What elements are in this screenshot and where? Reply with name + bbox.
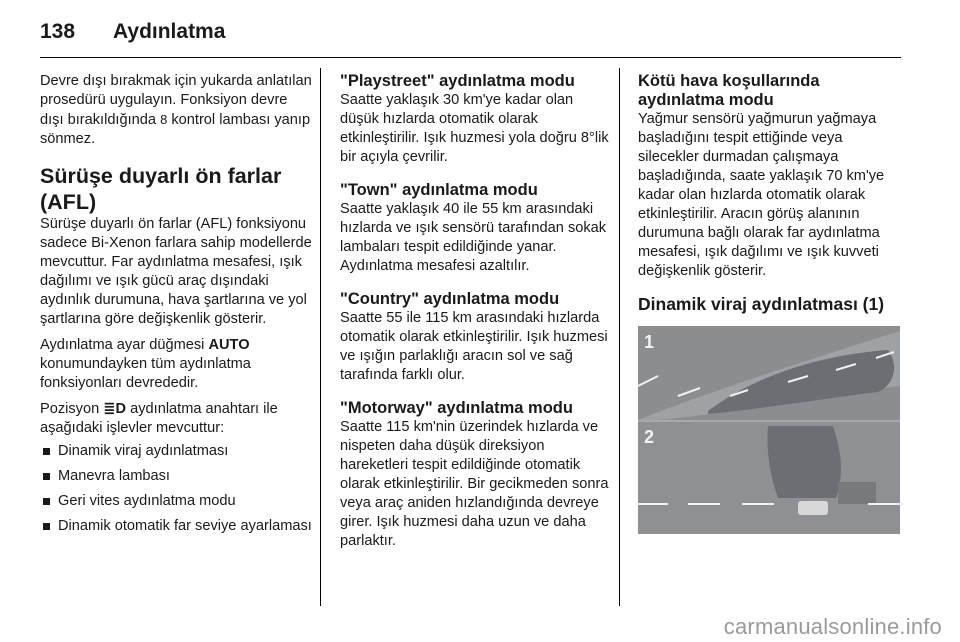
list-item-text: Dinamik otomatik far seviye ayarlaması <box>58 518 312 534</box>
warning-lamp-icon: 8 <box>160 112 168 127</box>
pos-pre-text: Pozisyon <box>40 401 104 417</box>
pos-post-text: aydınlatma anahtarı ile aşağıdaki işlevler mevcuttur: <box>40 401 278 436</box>
page-title: Aydınlatma <box>113 20 226 43</box>
column-right <box>638 72 906 314</box>
list-item <box>40 517 312 536</box>
country-heading: "Country" aydınlatma modu <box>340 290 560 308</box>
auto-label: AUTO <box>208 337 250 353</box>
playstreet-heading: "Playstreet" aydınlatma modu <box>340 72 575 90</box>
position-paragraph <box>40 400 312 438</box>
motorway-text: Saatte 115 km'nin üzerindek hızlarda ve nispeten daha düşük direksiyon hareketleri tespit edildiğinde otomatik olarak etkinleştirilir. Bir gecikmeden sonra veya araç aniden hızlandığında devreye girer. Işık huzmesi daha uzun ve daha parlaktır. <box>340 419 609 549</box>
town-heading: "Town" aydınlatma modu <box>340 181 538 199</box>
intro-paragraph <box>40 72 312 149</box>
country-text: Saatte 55 ile 115 km arasındaki hızlarda otomatik olarak etkinleştirilir. Işık huzmesi ve ışığın parlaklığı aracın sol ve sağ tarafında farklı olur. <box>340 310 608 383</box>
column-divider-2 <box>619 68 620 606</box>
afl-paragraph: Sürüşe duyarlı ön farlar (AFL) fonksiyonu sadece Bi-Xenon farlara sahip modellerde mevcuttur. Far aydınlatma mesafesi, ışık dağılımı ve ışık gücü araç dışındaki aydınlık durumuna, hava şartlarına ve yol şartlarına göre değişkenlik gösterir. <box>40 216 312 327</box>
auto-paragraph <box>40 336 312 393</box>
bad-weather-heading: Kötü hava koşullarında aydınlatma modu <box>638 72 820 109</box>
town-text: Saatte yaklaşık 40 ile 55 km arasındaki hızlarda ve ışık sensörü tarafından sokak lambaları tespit edildiğinde yanar. Aydınlatma mesafesi azaltılır. <box>340 201 607 274</box>
list-item-text: Geri vites aydınlatma modu <box>58 493 236 509</box>
motorway-heading: "Motorway" aydınlatma modu <box>340 399 573 417</box>
intro-end-text: kontrol lambası yanıp sönmez. <box>40 112 311 147</box>
list-item-text: Manevra lambası <box>58 468 170 484</box>
list-item <box>40 467 312 486</box>
function-list <box>40 442 312 536</box>
list-item <box>40 492 312 511</box>
bullet-square-icon <box>43 523 50 530</box>
playstreet-text: Saatte yaklaşık 30 km'ye kadar olan düşük hızlarda otomatik olarak etkinleştirilir. Işık huzmesi yola doğru 8°lik bir açıyla çevrilir. <box>340 92 609 165</box>
figure-label-2: 2 <box>644 427 655 447</box>
bullet-square-icon <box>43 473 50 480</box>
column-left <box>40 72 312 542</box>
column-middle <box>340 72 612 551</box>
list-item-text: Dinamik viraj aydınlatması <box>58 443 229 459</box>
page-header <box>40 14 900 50</box>
headlight-icon: ≣D <box>103 401 127 417</box>
illustration-svg <box>638 326 900 534</box>
bad-weather-text: Yağmur sensörü yağmurun yağmaya başladığını tespit ettiğinde veya silecekler durmadan çalışmaya başladığında, saate yaklaşık 70 km'ye kadar olan hızlarda otomatik olarak etkinleştirilir. Aracın görüş alanının durumuna bağlı olarak far aydınlatma mesafesi, ışık dağılımı ve ışık kuvveti değişkenlik gösterir. <box>638 111 885 279</box>
auto-post-text: konumundayken tüm aydınlatma fonksiyonları devrededir. <box>40 356 251 391</box>
cornering-light-illustration <box>638 326 900 534</box>
auto-pre-text: Aydınlatma ayar düğmesi <box>40 337 209 353</box>
column-divider-1 <box>320 68 321 606</box>
bullet-square-icon <box>43 448 50 455</box>
header-rule <box>40 57 901 58</box>
figure-label-1: 1 <box>644 332 655 352</box>
list-item <box>40 442 312 461</box>
intro-text: Devre dışı bırakmak için yukarda anlatılan prosedürü uygulayın. Fonksiyon devre dışı bırakıldığında <box>40 73 312 128</box>
afl-heading: Sürüşe duyarlı ön farlar (AFL) <box>40 164 282 214</box>
dynamic-heading: Dinamik viraj aydınlatması (1) <box>638 294 885 314</box>
watermark: carmanualsonline.info <box>723 614 942 639</box>
bullet-square-icon <box>43 498 50 505</box>
page-number: 138 <box>40 20 76 43</box>
